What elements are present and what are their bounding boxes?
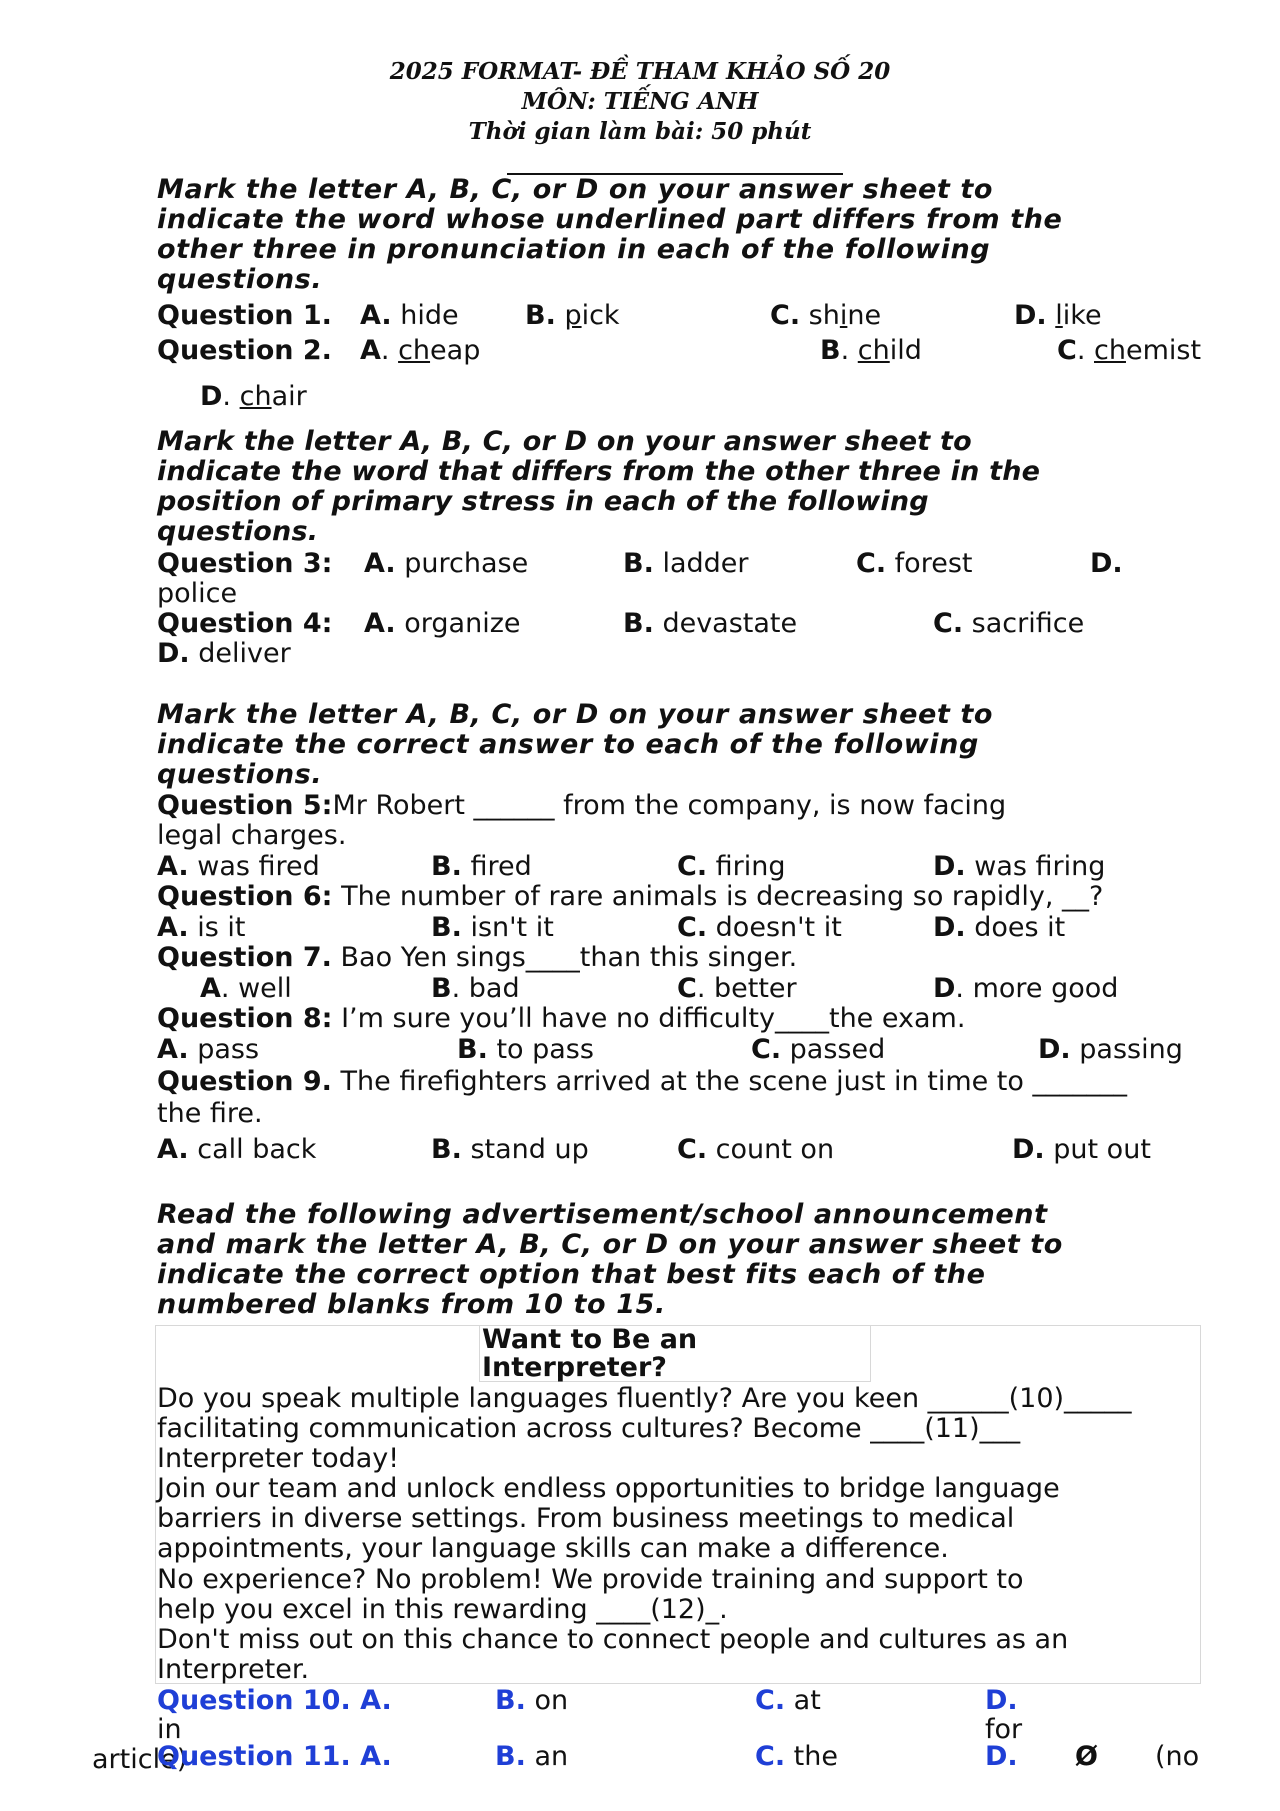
q1-option-b[interactable]: B. pick	[525, 300, 620, 331]
instruction-line: indicate the word that differs from the other three in the	[157, 456, 1041, 487]
instruction-line: Mark the letter A, B, C, or D on your answer sheet to	[157, 426, 972, 457]
question-label: Question 1.	[157, 300, 332, 331]
q6-option-d[interactable]: D. does it	[933, 912, 1066, 943]
question-4	[157, 608, 332, 639]
section-4-instructions	[157, 1200, 1195, 1320]
instruction-line: questions.	[157, 516, 319, 547]
question-label: Question 3:	[157, 548, 333, 579]
q11-option-b[interactable]: B. an	[495, 1741, 569, 1772]
q11-option-d[interactable]: (no	[1155, 1741, 1200, 1772]
q10-option-d-letter[interactable]: D.	[985, 1685, 1018, 1716]
section-1-instructions	[157, 175, 1195, 295]
question-5: Question 5:Mr Robert ______ from the company, is now facing	[157, 790, 1007, 821]
question-label: Question 8:	[157, 1003, 333, 1034]
question-10: Question 10. A.	[157, 1685, 392, 1716]
question-11: Question 11. A.	[157, 1741, 392, 1772]
question-3	[157, 548, 332, 579]
q5-option-c[interactable]: C. firing	[677, 851, 786, 882]
q8-option-c[interactable]: C. passed	[751, 1034, 886, 1065]
question-label: Question 7.	[157, 942, 332, 973]
q2-option-c[interactable]: C. chemist	[1057, 335, 1202, 366]
q11-option-d-letter[interactable]: D.	[985, 1741, 1018, 1772]
question-1	[157, 300, 332, 331]
q1-option-c[interactable]: C. shine	[770, 300, 882, 331]
question-label: Question 5:	[157, 790, 333, 821]
q5-option-a[interactable]: A. was fired	[157, 851, 320, 882]
question-8: Question 8: I’m sure you’ll have no difficulty____the exam.	[157, 1003, 966, 1034]
instruction-line: other three in pronunciation in each of the following	[157, 234, 991, 265]
time-limit: Thời gian làm bài: 50 phút	[468, 118, 812, 145]
subject-title: MÔN: TIẾNG ANH	[521, 88, 759, 115]
section-2-instructions	[157, 427, 1195, 547]
q4-option-b[interactable]: B. devastate	[623, 608, 798, 639]
ad-paragraph-1: Do you speak multiple languages fluently? Are you keen ______(10)_____ facilitating communication across cultures? Become ____(11)___ Interpreter today!	[157, 1383, 1132, 1474]
instruction-line: Mark the letter A, B, C, or D on your answer sheet to	[157, 699, 994, 730]
empty-set-symbol: Ø	[1075, 1741, 1098, 1772]
instruction-line: indicate the correct answer to each of the following	[157, 729, 979, 760]
q2-option-d[interactable]: D. chair	[200, 381, 307, 412]
q8-option-d[interactable]: D. passing	[1038, 1034, 1183, 1065]
q9-option-b[interactable]: B. stand up	[431, 1134, 589, 1165]
instruction-line: numbered blanks from 10 to 15.	[157, 1289, 666, 1320]
question-5-cont: legal charges.	[157, 820, 347, 851]
q3-option-d-letter[interactable]: D.	[1090, 548, 1123, 579]
q6-option-b[interactable]: B. isn't it	[431, 912, 554, 943]
question-label: Question 2.	[157, 335, 332, 366]
q10-option-a[interactable]: in	[157, 1714, 182, 1745]
q7-option-d[interactable]: D. more good	[933, 973, 1119, 1004]
instruction-line: and mark the letter A, B, C, or D on your answer sheet to	[157, 1229, 1063, 1260]
instruction-line: Read the following advertisement/school announcement	[157, 1199, 1048, 1230]
question-2	[157, 335, 332, 366]
question-7: Question 7. Bao Yen sings____than this singer.	[157, 942, 798, 973]
q3-option-b[interactable]: B. ladder	[623, 548, 749, 579]
instruction-line: questions.	[157, 264, 323, 295]
q1-option-a[interactable]: A. hide	[360, 300, 459, 331]
q7-option-a[interactable]: A. well	[200, 973, 292, 1004]
q5-option-b[interactable]: B. fired	[431, 851, 532, 882]
q11-option-c[interactable]: C. the	[755, 1741, 838, 1772]
question-9: Question 9. The firefighters arrived at the scene just in time to _______	[157, 1066, 1127, 1097]
q9-option-d[interactable]: D. put out	[1012, 1134, 1151, 1165]
q5-option-d[interactable]: D. was firing	[933, 851, 1106, 882]
question-6: Question 6: The number of rare animals is decreasing so rapidly, __?	[157, 881, 1104, 912]
q10-option-b[interactable]: B. on	[495, 1685, 569, 1716]
q3-option-a[interactable]: A. purchase	[364, 548, 529, 579]
section-3-instructions	[157, 700, 1195, 790]
ad-paragraph-3: No experience? No problem! We provide training and support to help you excel in this rewarding ____(12)_.	[157, 1564, 1024, 1625]
q1-option-d[interactable]: D. like	[1014, 300, 1102, 331]
q4-option-d[interactable]: D. deliver	[157, 638, 291, 669]
question-9-cont: the fire.	[157, 1098, 263, 1129]
q7-option-b[interactable]: B. bad	[431, 973, 520, 1004]
q11-option-a[interactable]: article)	[92, 1744, 188, 1775]
instruction-line: questions.	[157, 759, 323, 790]
q2-option-b[interactable]: B. child	[820, 335, 922, 366]
question-label: Question 9.	[157, 1066, 332, 1097]
q3-option-c[interactable]: C. forest	[856, 548, 973, 579]
question-label: Question 6:	[157, 881, 333, 912]
q9-option-a[interactable]: A. call back	[157, 1134, 317, 1165]
instruction-line: indicate the correct option that best fits each of the	[157, 1259, 986, 1290]
instruction-line: Mark the letter A, B, C, or D on your answer sheet to	[157, 174, 994, 205]
q4-option-c[interactable]: C. sacrifice	[933, 608, 1085, 639]
q3-option-d[interactable]: police	[157, 578, 238, 609]
ad-paragraph-2: Join our team and unlock endless opportunities to bridge language barriers in diverse settings. From business meetings to medical appointments, your language skills can make a difference.	[157, 1473, 1060, 1564]
q10-option-d[interactable]: for	[985, 1714, 1023, 1745]
q6-option-a[interactable]: A. is it	[157, 912, 246, 943]
instruction-line: position of primary stress in each of the following	[157, 486, 929, 517]
ad-paragraph-4: Don't miss out on this chance to connect people and cultures as an Interpreter.	[157, 1624, 1069, 1685]
advertisement-title: Want to Be an Interpreter?	[479, 1325, 871, 1382]
instruction-line: indicate the word whose underlined part differs from the	[157, 204, 1063, 235]
q2-option-a[interactable]: A. cheap	[360, 335, 481, 366]
q8-option-b[interactable]: B. to pass	[457, 1034, 594, 1065]
question-label: Question 4:	[157, 608, 333, 639]
exam-title: 2025 FORMAT- ĐỀ THAM KHẢO SỐ 20	[389, 58, 891, 85]
q7-option-c[interactable]: C. better	[677, 973, 797, 1004]
q10-option-c[interactable]: C. at	[755, 1685, 821, 1716]
q8-option-a[interactable]: A. pass	[157, 1034, 260, 1065]
q4-option-a[interactable]: A. organize	[364, 608, 521, 639]
q9-option-c[interactable]: C. count on	[677, 1134, 835, 1165]
q6-option-c[interactable]: C. doesn't it	[677, 912, 842, 943]
